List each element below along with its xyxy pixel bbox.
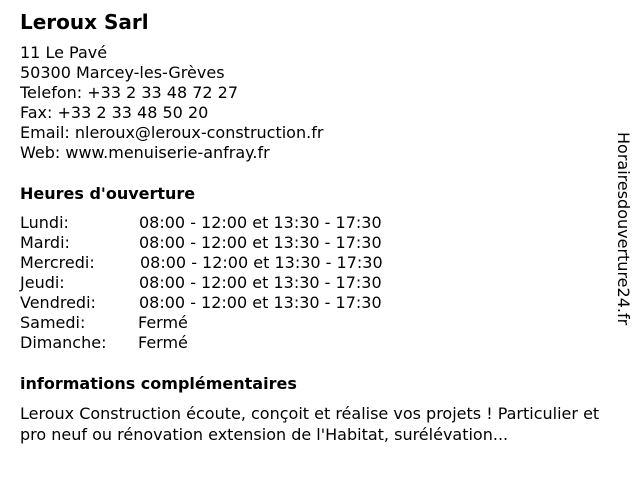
business-name: Leroux Sarl xyxy=(20,10,149,34)
day-label: Jeudi: xyxy=(20,273,65,292)
day-hours: 08:00 - 12:00 et 13:30 - 17:30 xyxy=(139,233,382,252)
address-city: 50300 Marcey-les-Grèves xyxy=(20,63,225,82)
contact-info xyxy=(20,43,323,163)
day-label: Samedi: xyxy=(20,313,86,332)
email-address: Email: nleroux@leroux-construction.fr xyxy=(20,123,324,142)
day-label: Mardi: xyxy=(20,233,70,252)
day-hours: Fermé xyxy=(138,313,188,332)
day-label: Dimanche: xyxy=(20,333,107,352)
hours-row-vendredi xyxy=(20,293,440,313)
day-label: Vendredi: xyxy=(20,293,96,312)
address-street: 11 Le Pavé xyxy=(20,43,108,62)
day-hours: 08:00 - 12:00 et 13:30 - 17:30 xyxy=(140,253,383,272)
day-hours: 08:00 - 12:00 et 13:30 - 17:30 xyxy=(139,213,382,232)
day-hours: 08:00 - 12:00 et 13:30 - 17:30 xyxy=(139,273,382,292)
hours-row-mercredi xyxy=(20,253,440,273)
phone-number: Telefon: +33 2 33 48 72 27 xyxy=(20,83,239,102)
hours-row-dimanche xyxy=(20,333,440,353)
hours-row-samedi xyxy=(20,313,440,333)
opening-hours-table xyxy=(20,213,440,353)
opening-hours-heading: Heures d'ouverture xyxy=(20,184,196,203)
day-label: Mercredi: xyxy=(20,253,95,272)
additional-info-heading: informations complémentaires xyxy=(20,374,297,393)
business-description: Leroux Construction écoute, conçoit et réalise vos projets ! Particulier et pro neuf ou rénovation extension de l'Habitat, surélévation... xyxy=(20,404,600,444)
hours-row-lundi xyxy=(20,213,440,233)
hours-row-mardi xyxy=(20,233,440,253)
day-label: Lundi: xyxy=(20,213,69,232)
website: Web: www.menuiserie-anfray.fr xyxy=(20,143,270,162)
fax-number: Fax: +33 2 33 48 50 20 xyxy=(20,103,209,122)
day-hours: Fermé xyxy=(138,333,188,352)
site-watermark: Horairesdouverture24.fr xyxy=(614,132,633,326)
day-hours: 08:00 - 12:00 et 13:30 - 17:30 xyxy=(139,293,382,312)
hours-row-jeudi xyxy=(20,273,440,293)
